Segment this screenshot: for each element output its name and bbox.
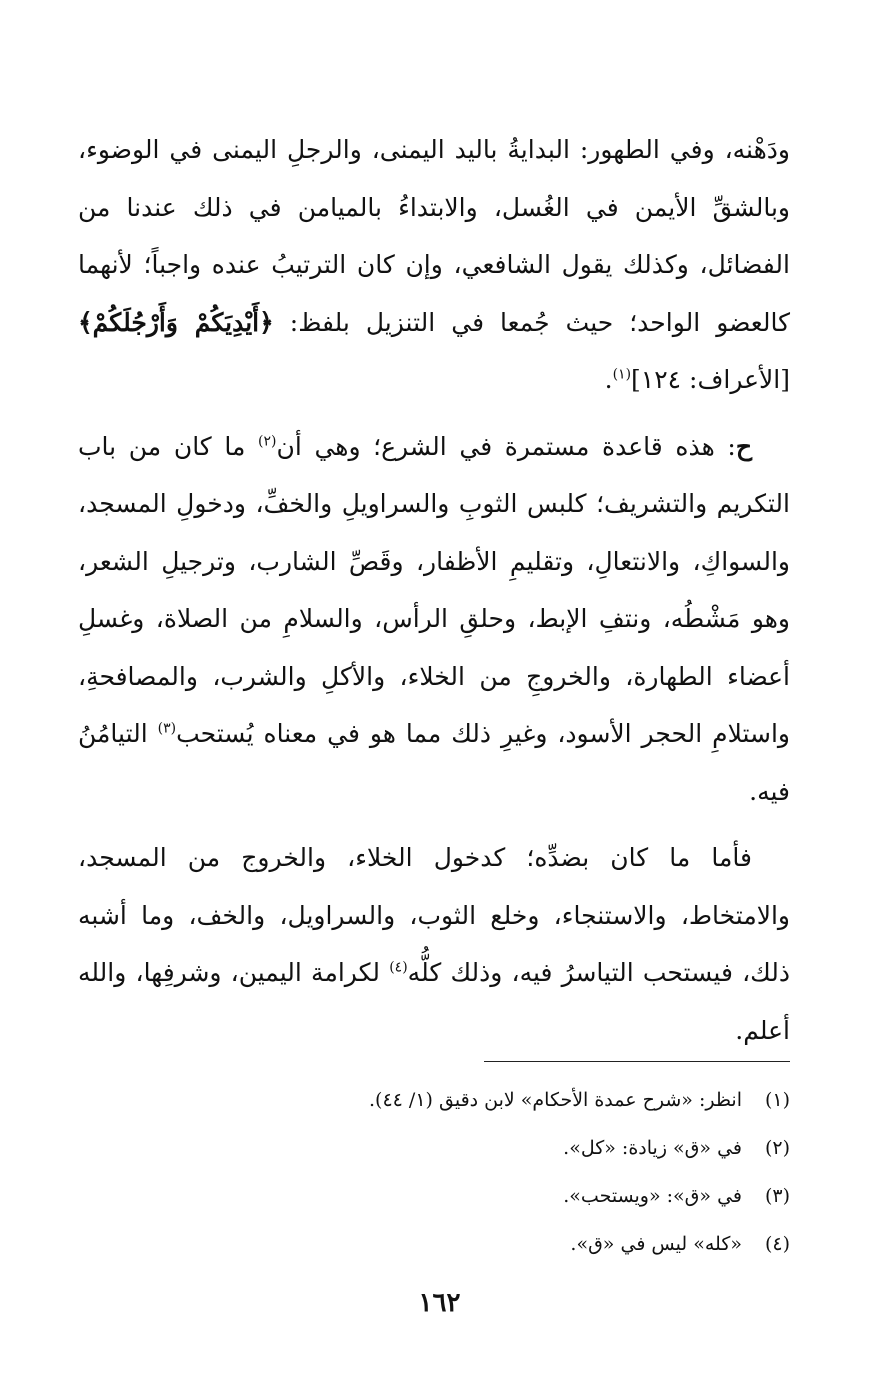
footnote-number: (٤) <box>764 1233 790 1255</box>
paragraph-3-text-b: لكرامة اليمين، وشرفِها، والله أعلم. <box>78 958 790 1045</box>
footnote-3 <box>200 1172 790 1220</box>
commentary-marker: ح <box>735 431 752 461</box>
paragraph-1 <box>78 121 790 409</box>
paragraph-2-text-a: : هذه قاعدة مستمرة في الشرع؛ وهي أن <box>276 431 736 461</box>
paragraph-1-text: ودَهْنه، وفي الطهور: البدايةُ باليد اليمنى، والرجلِ اليمنى في الوضوء، وبالشقِّ الأيمن في الغُسل، والابتداءُ بالميامن في ذلك عندنا من الفضائل، وكذلك يقول الشافعي، وإن كان الترتيبُ عنده واجباً؛ لأنهما كالعضو الواحد؛ حيث جُمعا في التنزيل بلفظ: <box>78 135 790 337</box>
footnote-text: في «ق»: «ويستحب». <box>563 1185 742 1207</box>
paragraph-2 <box>78 418 790 821</box>
footnote-1 <box>200 1076 790 1124</box>
main-text <box>78 112 790 1059</box>
footnote-marker-3: (٣) <box>157 720 177 737</box>
footnote-text: «كله» ليس في «ق». <box>570 1233 742 1255</box>
footnote-marker-1: (١) <box>612 366 632 383</box>
paragraph-2-text-c: التيامُنُ فيه. <box>78 719 790 806</box>
footnote-number: (٢) <box>764 1137 790 1159</box>
footnote-number: (٣) <box>764 1185 790 1207</box>
footnote-marker-2: (٢) <box>258 433 277 450</box>
verse-citation: [الأعراف: ١٢٤] <box>631 365 790 394</box>
footnote-2 <box>200 1124 790 1172</box>
paragraph-1-end: . <box>604 365 613 394</box>
footnote-separator <box>484 1061 790 1062</box>
footnote-4 <box>200 1220 790 1268</box>
page-number: ١٦٢ <box>418 1288 461 1318</box>
footnote-number: (١) <box>764 1089 790 1111</box>
footnote-text: في «ق» زيادة: «كل». <box>563 1137 742 1159</box>
footnotes <box>200 1076 790 1268</box>
quran-verse: ﴿أَيْدِيَكُمْ وَأَرْجُلَكُمْ﴾ <box>78 307 274 337</box>
footnote-marker-4: (٤) <box>389 959 408 976</box>
paragraph-3-text-a: فأما ما كان بضدِّه؛ كدخول الخلاء، والخروج من المسجد، والامتخاط، والاستنجاء، وخلع الثوب، والسراويل، والخف، وما أشبه ذلك، فيستحب التياسرُ فيه، وذلك كلُّه <box>78 843 790 987</box>
paragraph-3 <box>78 829 790 1059</box>
paragraph-2-text-b: ما كان من باب التكريم والتشريف؛ كلبس الثوبِ والسراويلِ والخفِّ، ودخولِ المسجد، والسواكِ، والانتعالِ، وتقليمِ الأظفار، وقَصِّ الشارب، وترجيلِ الشعر، وهو مَشْطُه، ونتفِ الإبط، وحلقِ الرأس، والسلامِ من الصلاة، وغسلِ أعضاء الطهارة، والخروجِ من الخلاء، والأكلِ والشرب، والمصافحةِ، واستلامِ الحجر الأسود، وغيرِ ذلك مما هو في معناه يُستحب <box>78 431 790 748</box>
footnote-text: انظر: «شرح عمدة الأحكام» لابن دقيق (١/ ٤٤). <box>368 1089 742 1111</box>
